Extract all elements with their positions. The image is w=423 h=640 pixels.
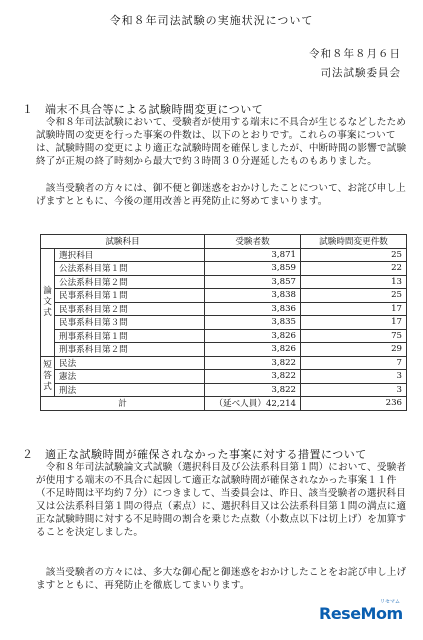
changes-cell: 3 bbox=[301, 370, 407, 384]
resemom-logo: ReseMom bbox=[319, 604, 403, 623]
table-row bbox=[41, 289, 407, 303]
total-changes: 236 bbox=[301, 397, 407, 411]
examinees-cell: 3,826 bbox=[205, 343, 301, 357]
subject-cell: 憲法 bbox=[55, 370, 205, 384]
table-row bbox=[41, 262, 407, 276]
subject-cell: 刑事系科目第１問 bbox=[55, 329, 205, 343]
table-row bbox=[41, 302, 407, 316]
category-label: 論文式 bbox=[41, 248, 55, 356]
document-title: 令和８年司法試験の実施状況について bbox=[109, 14, 314, 27]
section-1-paragraph-1: 令和８年司法試験において、受験者が使用する端末に不具合が生じるなどしたため試験時間の変更を行った事案の件数は、以下のとおりです。これらの事案については、試験時間の変更により適正な試験時間を確保しましたが、中断時間の影響で試験終了が正規の終了時刻から最大で約３時間３０分遅延したものもありました。 bbox=[36, 117, 407, 167]
total-row bbox=[41, 397, 407, 411]
header-examinees: 受験者数 bbox=[205, 235, 301, 249]
header-subject: 試験科目 bbox=[41, 235, 205, 249]
category-label: 短答式 bbox=[41, 356, 55, 397]
changes-cell: 17 bbox=[301, 302, 407, 316]
examinees-cell: 3,822 bbox=[205, 383, 301, 397]
watermark-kana: リセマム bbox=[380, 599, 400, 605]
subject-cell: 民法 bbox=[55, 356, 205, 370]
changes-cell: 25 bbox=[301, 248, 407, 262]
table-header-row bbox=[41, 235, 407, 249]
table-row bbox=[41, 316, 407, 330]
table-row bbox=[41, 383, 407, 397]
section-1-paragraph-2: 該当受験者の方々には、御不便と御迷惑をおかけしたことについて、お詫び申し上げますとともに、今後の運用改善と再発防止に努めてまいります。 bbox=[36, 183, 406, 207]
changes-cell: 7 bbox=[301, 356, 407, 370]
subject-cell: 民事系科目第２問 bbox=[55, 302, 205, 316]
changes-cell: 29 bbox=[301, 343, 407, 357]
table-row bbox=[41, 343, 407, 357]
examinees-cell: 3,836 bbox=[205, 302, 301, 316]
section-2-paragraph-1: 令和８年司法試験論文式試験（選択科目及び公法系科目第１問）において、受験者が使用する端末の不具合に起因して適正な試験時間が確保されなかった事案１１件（不足時間は平均約７分）につきまして、当委員会は、昨日、該当受験者の選択科目又は公法系科目第１問の得点（素点）に、選択科目又は公法系科目第１問の満点に適正な試験時間に対する不足時間の割合を乗じた点数（小数点以下は切上げ）を加算することを決定しました。 bbox=[36, 462, 407, 538]
total-label: 計 bbox=[41, 397, 205, 411]
changes-cell: 22 bbox=[301, 262, 407, 276]
total-examinees: （延べ人員）42,214 bbox=[205, 397, 301, 411]
examinees-cell: 3,859 bbox=[205, 262, 301, 276]
examinees-cell: 3,835 bbox=[205, 316, 301, 330]
issue-date: 令和８年８月６日 bbox=[309, 48, 401, 60]
table-row bbox=[41, 248, 407, 262]
subject-cell: 公法系科目第２問 bbox=[55, 275, 205, 289]
section-2-paragraph-2: 該当受験者の方々には、多大な御心配と御迷惑をおかけしたことをお詫び申し上げますとともに、再発防止を徹底してまいります。 bbox=[36, 567, 407, 591]
time-change-table bbox=[40, 234, 407, 411]
section-2-heading: ２ 適正な試験時間が確保されなかった事案に対する措置について bbox=[22, 448, 367, 461]
examinees-cell: 3,838 bbox=[205, 289, 301, 303]
examinees-cell: 3,857 bbox=[205, 275, 301, 289]
table-row bbox=[41, 275, 407, 289]
subject-cell: 刑法 bbox=[55, 383, 205, 397]
changes-cell: 13 bbox=[301, 275, 407, 289]
changes-cell: 25 bbox=[301, 289, 407, 303]
issuing-organization: 司法試験委員会 bbox=[320, 67, 401, 79]
changes-cell: 75 bbox=[301, 329, 407, 343]
table-row bbox=[41, 370, 407, 384]
subject-cell: 刑事系科目第２問 bbox=[55, 343, 205, 357]
examinees-cell: 3,822 bbox=[205, 370, 301, 384]
section-1-heading: １ 端末不具合等による試験時間変更について bbox=[22, 103, 264, 116]
examinees-cell: 3,826 bbox=[205, 329, 301, 343]
changes-cell: 3 bbox=[301, 383, 407, 397]
table-row bbox=[41, 356, 407, 370]
examinees-cell: 3,822 bbox=[205, 356, 301, 370]
examinees-cell: 3,871 bbox=[205, 248, 301, 262]
header-changes: 試験時間変更件数 bbox=[301, 235, 407, 249]
subject-cell: 選択科目 bbox=[55, 248, 205, 262]
subject-cell: 公法系科目第１問 bbox=[55, 262, 205, 276]
subject-cell: 民事系科目第１問 bbox=[55, 289, 205, 303]
table-row bbox=[41, 329, 407, 343]
subject-cell: 民事系科目第３問 bbox=[55, 316, 205, 330]
changes-cell: 17 bbox=[301, 316, 407, 330]
